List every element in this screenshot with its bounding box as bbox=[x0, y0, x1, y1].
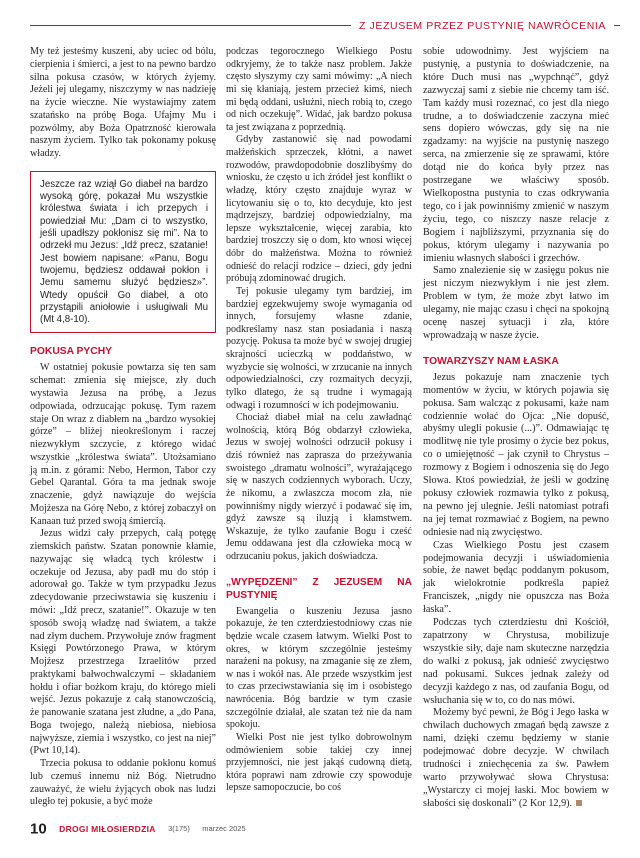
scripture-quote-box: Jeszcze raz wziął Go diabeł na bardzo wysoką górę, pokazał Mu wszystkie królestwa świata i ich przepych i powiedział Mu: „Dam ci to wszystko, jeśli upadłszy pokłonisz się mi”. Na to odrzekł mu Jezus: „Idź precz, szatanie! Jest bowiem napisane: «Panu, Bogu twojemu, będziesz oddawał pokłon i Jemu samemu służyć będziesz»”. Wtedy opuścił Go diabeł, a oto przystąpili aniołowie i usługiwali Mu (Mt 4,8-10). bbox=[30, 171, 216, 334]
paragraph: Podczas tych czterdziestu dni Kościół, zapatrzony w Chrystusa, mobilizuje wszystkie siły, daje nam skuteczne narzędzia do walki z pokusą, jak odnieść zwycięstwo nad pokusami. Sukces jednak zależy od decyzji każdego z nas, od zaufania Bogu, od wsłuchania się w to, co do nas mówi. bbox=[423, 617, 609, 706]
page-number: 10 bbox=[30, 820, 47, 838]
paragraph: Jezus widzi cały przepych, całą potęgę ziemskich państw. Szatan ponownie kłamie, nazywając się władcą tych królestw i oczekuje od Jezusa, aby padł mu do stóp i adorował go. Także w tym przypadku Jezus zdecydowanie przeciwstawia się kuszeniu i mówi: „Idź precz, szatanie!”. Okazuje w ten sposób swoją władzę nad światem, a także nad złym duchem. Przywołuje znów fragment Księgi Powtórzonego Prawa, w którym Mojżesz przestrzega Izraelitów przed praktykami bałwochwalczymi – składaniem hołdu i ofiar bożkom kraju, do którego mieli wejść. Jezus pokazuje z całą stanowczością, że panowanie szatana jest złudne, a „do Pana, Boga twojego, należą niebiosa, niebiosa najwyższe, ziemia i wszystko, co jest na niej” (Pwt 10,14). bbox=[30, 528, 216, 757]
issue-number: 3(175) bbox=[168, 824, 190, 834]
paragraph: Wielki Post nie jest tylko dobrowolnym odmówieniem sobie takiej czy innej przyjemności, nie jest jakąś cudowną dietą, która poprawi nam zdrowie czy spowoduje lepsze samopoczucie, bo coś bbox=[226, 731, 412, 794]
section-heading: POKUSA PYCHY bbox=[30, 346, 113, 358]
paragraph: W ostatniej pokusie powtarza się ten sam schemat: zmienia się miejsce, zły duch wystawia Jezusa na próbę, a Jezus odpowiada, odrzucając pokusę. Tym razem staje On wraz z diabłem na „bardzo wysokiej górze” – bliżej nieokreślonym i raczej niezwykłym szczycie, z którego widać wszystkie „królestwa świata”. Utożsamiano ją m.in. z górami: Nebo, Hermon, Tabor czy Gebel Qarantal. Góra ta ma jednak swoje znaczenie, gdyż nawiązuje do wejścia Mojżesza na Górę Nebo, z której zobaczył on Kanaan tuż przed swoją śmiercią. bbox=[30, 362, 216, 527]
paragraph bbox=[423, 707, 609, 810]
section-title: Z JEZUSEM PRZEZ PUSTYNIĘ NAWRÓCENIA bbox=[351, 16, 614, 36]
paragraph-text: Możemy być pewni, że Bóg i Jego łaska w chwilach duchowych zmagań będą zawsze z nami, dzięki czemu będziemy w stanie podejmować dobre decyzje. W chwilach trudności i zniechęcenia za św. Pawłem warto przywoływać słowa Chrystusa: „Wystarczy ci mojej łaski. Moc bowiem w słabości się doskonali” (2 Kor 12,9). bbox=[423, 707, 609, 809]
paragraph: Chociaż diabeł miał na celu zawładnąć wolnością, którą Bóg obdarzył człowieka, Jezus w swojej wolności odrzucił pokusy i dziś również nas zaprasza do przeżywania swoistego „dramatu wolności”, wyrażającego się w naszych codziennych wyborach. Uczy, że nikomu, a zwłaszcza mocom zła, nie powinniśmy nigdy wierzyć i podawać się im, gdyż zawsze są iluzją i kłamstwem. Wskazuje, że tylko zaufanie Bogu i cześć Jemu oddawana jest dla człowieka mocą w odrzucaniu pokus, jakich doświadcza. bbox=[226, 412, 412, 562]
issue-date: marzec 2025 bbox=[202, 824, 246, 834]
column-2 bbox=[226, 46, 412, 795]
end-of-article-mark bbox=[576, 800, 582, 806]
magazine-name: DROGI MIŁOSIERDZIA bbox=[59, 823, 156, 834]
section-header bbox=[0, 16, 640, 36]
section-heading: „WYPĘDZENI” Z JEZUSEM NA PUSTYNIĘ bbox=[226, 576, 412, 601]
paragraph: Jezus pokazuje nam znaczenie tych momentów w życiu, w których pojawia się pokusa. Sam walcząc z pokusami, każe nam codziennie wołać do Ojca: „Nie dopuść, abyśmy ulegli pokusie (...)”. Odmawiając tę modlitwę nie tyle prosimy o życie bez pokus, co o umiejętność – jak czynił to Chrystus – rozmowy z Bogiem i odnoszenia się do Jego Słowa. Ktoś powiedział, że jeśli w godzinę pokusy człowiek rozmawia tylko z pokusą, na pewno jej ulegnie. Jeśli natomiast potrafi na jej temat rozmawiać z Bogiem, na pewno odniesie nad nią zwycięstwo. bbox=[423, 371, 609, 538]
paragraph: Tej pokusie ulegamy tym bardziej, im bardziej egzekwujemy swoje wymagania od innych, forsujemy własne zdanie, podkreślamy nasz stan posiadania i naszą pozycję. Pokusa ta może być w swojej drugiej skrajności ucieczką w poddaństwo, w wyzbycie się wolności, w zrzucanie na innych odpowiedzialności, czy rozmaitych decyzji, tylko dlatego, że są trudne i wymagają odwagi i rozumności w ich podejmowaniu. bbox=[226, 285, 412, 411]
paragraph: Gdyby zastanowić się nad powodami małżeńskich sprzeczek, kłótni, a nawet rozwodów, prawdopodobnie doszlibyśmy do wniosku, że często u ich źródeł jest konflikt o władzę, który często znajduje wyraz w licytowaniu się o to, kto decyduje, kto jest mądrzejszy, bardziej odpowiedzialny, ma lepsze wykształcenie, więcej zarabia, kto bardziej troszczy się o dom, kto wnosi więcej dóbr do małżeństwa. Można to również odnieść do relacji rodzice – dzieci, gdy jedni próbują zdominować drugich. bbox=[226, 134, 412, 285]
paragraph: Czas Wielkiego Postu jest czasem podejmowania decyzji i uświadomienia sobie, że nawet będąc poddanym pokusom, jak wielokrotnie podkreśla papież Franciszek, „nigdy nie opuszcza nas Boża łaska”. bbox=[423, 539, 609, 616]
paragraph: Samo znalezienie się w zasięgu pokus nie jest niczym niezwykłym i nie jest złem. Problem w tym, że może zbyt łatwo im ulegamy, nie mając czasu i chęci na spokojną ocenę naszej sytuacji i zła, które wprowadzają w nasze życie. bbox=[423, 265, 609, 341]
page-footer bbox=[30, 820, 246, 836]
column-3 bbox=[423, 46, 609, 811]
paragraph: podczas tegorocznego Wielkiego Postu odkryjemy, że to także nasz problem. Jakże często słyszymy czy sami mówimy: „A niech mi się kłaniają, jestem przecież kimś, niech mi będą oddani, usłużni, niech robią to, czego od nich oczekuję”. Widać, jak bardzo pokusa ta jest związana z poprzednią. bbox=[226, 46, 412, 133]
paragraph: Ewangelia o kuszeniu Jezusa jasno pokazuje, że ten czterdziestodniowy czas nie będzie wcale czasem łatwym. Wielki Post to okres, w którym szczególnie jesteśmy narażeni na pokusy, na zmaganie się ze złem, w nas i wokół nas. Ale przede wszystkim jest to czas przeciwstawiania się im i osobistego nawrócenia. Bóg bardzie w tym czasie szczególnie działał, ale szatan też nie da nam spokoju. bbox=[226, 605, 412, 731]
paragraph: My też jesteśmy kuszeni, aby uciec od bólu, cierpienia i śmierci, a jest to na pewno bardzo silna pokusa czasów, w których żyjemy. Jeżeli jej ulegamy, niszczymy w nas nadzieję na życie wieczne. Nie wystawiajmy zatem szatańsko na próbę Boga. Ufajmy Mu i pozwólmy, aby Boża Opatrzność kierowała naszym życiem. Tylko tak pokonamy pokusę władzy. bbox=[30, 46, 216, 160]
paragraph: Trzecia pokusa to oddanie pokłonu komuś lub czemuś innemu niż Bóg. Nietrudno zauważyć, że wielu żyjących obok nas ludzi uległo tej pokusie, a być może bbox=[30, 758, 216, 808]
section-heading: TOWARZYSZY NAM ŁASKA bbox=[423, 355, 559, 367]
paragraph: sobie udowodnimy. Jest wyjściem na pustynię, a pustynia to doświadczenie, na które Duch musi nas „wypchnąć”, gdyż zazwyczaj sami z siebie nie chcemy tam iść. Tam każdy musi rozeznać, co jest dla niego trudne, a to doświadczenie zaczyna mieć sens dopiero wówczas, gdy się na nie zgadzamy: na wyjście na pustynię naszego serca, na zmierzenie się ze sprawami, które dotąd nie do końca były przez nas postrzegane we właściwy sposób. Wielkopostna pustynia to czas odkrywania tego, co i jak powinniśmy zmienić w naszym życiu, tego, co niszczy nasze relacje z Bogiem i najbliższymi, przyznania się do pokus, którym ulegamy i nazywania po imieniu własnych słabości i grzechów. bbox=[423, 46, 609, 264]
column-1 bbox=[30, 46, 216, 809]
